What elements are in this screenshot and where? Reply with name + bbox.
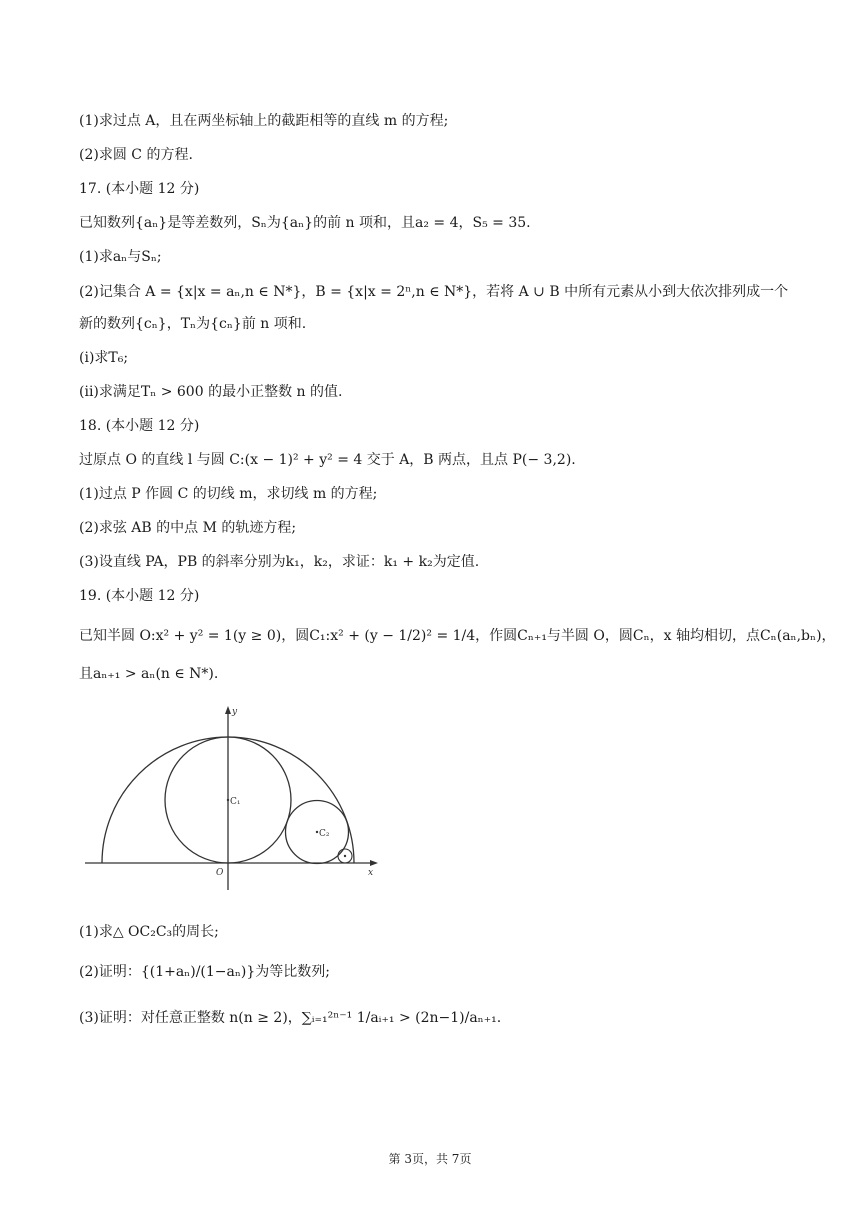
q19-heading: 19. (本小题 12 分) bbox=[79, 588, 200, 604]
q18-heading: 18. (本小题 12 分) bbox=[79, 418, 200, 434]
semicircle-figure bbox=[80, 700, 390, 890]
q19-part2: (2)证明：{(1+aₙ)/(1−aₙ)}为等比数列; bbox=[79, 964, 331, 980]
q18-part2: (2)求弦 AB 的中点 M 的轨迹方程; bbox=[79, 520, 297, 536]
label-c2: C₂ bbox=[319, 829, 330, 839]
center-c3 bbox=[344, 855, 346, 857]
y-axis-arrow bbox=[225, 706, 231, 714]
label-origin: O bbox=[216, 868, 224, 878]
q17-stem: 已知数列{aₙ}是等差数列，Sₙ为{aₙ}的前 n 项和，且a₂ = 4，S₅ = 35. bbox=[79, 215, 531, 231]
q19-stem-cont: 且aₙ₊₁ > aₙ(n ∈ N*). bbox=[79, 666, 219, 682]
label-x: x bbox=[368, 868, 374, 878]
q17-heading: 17. (本小题 12 分) bbox=[79, 181, 200, 197]
q18-stem: 过原点 O 的直线 l 与圆 C:(x − 1)² + y² = 4 交于 A，B 两点，且点 P(− 3,2). bbox=[79, 452, 576, 468]
q17-part2: (2)记集合 A = {x|x = aₙ,n ∈ N*}，B = {x|x = 2ⁿ,n ∈ N*}，若将 A ∪ B 中所有元素从小到大依次排列成一个 bbox=[79, 284, 789, 300]
q19-part1: (1)求△ OC₂C₃的周长; bbox=[79, 924, 219, 940]
q18-part3: (3)设直线 PA，PB 的斜率分别为k₁，k₂，求证：k₁ + k₂为定值. bbox=[79, 554, 480, 570]
page-footer: 第 3页，共 7页 bbox=[388, 1152, 472, 1166]
q19-stem: 已知半圆 O:x² + y² = 1(y ≥ 0)，圆C₁:x² + (y − 1/2)² = 1/4，作圆Cₙ₊₁与半圆 O，圆Cₙ，x 轴均相切，点Cₙ(aₙ,bₙ)， bbox=[79, 628, 836, 644]
q17-sub-i: (ⅰ)求T₆; bbox=[79, 350, 129, 366]
q18-part1: (1)过点 P 作圆 C 的切线 m，求切线 m 的方程; bbox=[79, 486, 378, 502]
label-c1: C₁ bbox=[230, 797, 241, 807]
q16-part2: (2)求圆 C 的方程. bbox=[79, 147, 193, 163]
q16-part1: (1)求过点 A，且在两坐标轴上的截距相等的直线 m 的方程; bbox=[79, 113, 449, 129]
center-c1 bbox=[227, 799, 229, 801]
q19-part3: (3)证明：对任意正整数 n(n ≥ 2)，∑ᵢ₌₁²ⁿ⁻¹ 1/aᵢ₊₁ > (2n−1)/aₙ₊₁. bbox=[79, 1010, 502, 1026]
center-c2 bbox=[316, 831, 318, 833]
q17-part2-cont: 新的数列{cₙ}，Tₙ为{cₙ}前 n 项和. bbox=[79, 316, 307, 332]
q17-sub-ii: (ⅱ)求满足Tₙ > 600 的最小正整数 n 的值. bbox=[79, 384, 343, 400]
x-axis-arrow bbox=[370, 860, 378, 866]
label-y: y bbox=[232, 707, 238, 717]
q17-part1: (1)求aₙ与Sₙ; bbox=[79, 249, 162, 265]
semicircle-diagram bbox=[80, 700, 390, 890]
